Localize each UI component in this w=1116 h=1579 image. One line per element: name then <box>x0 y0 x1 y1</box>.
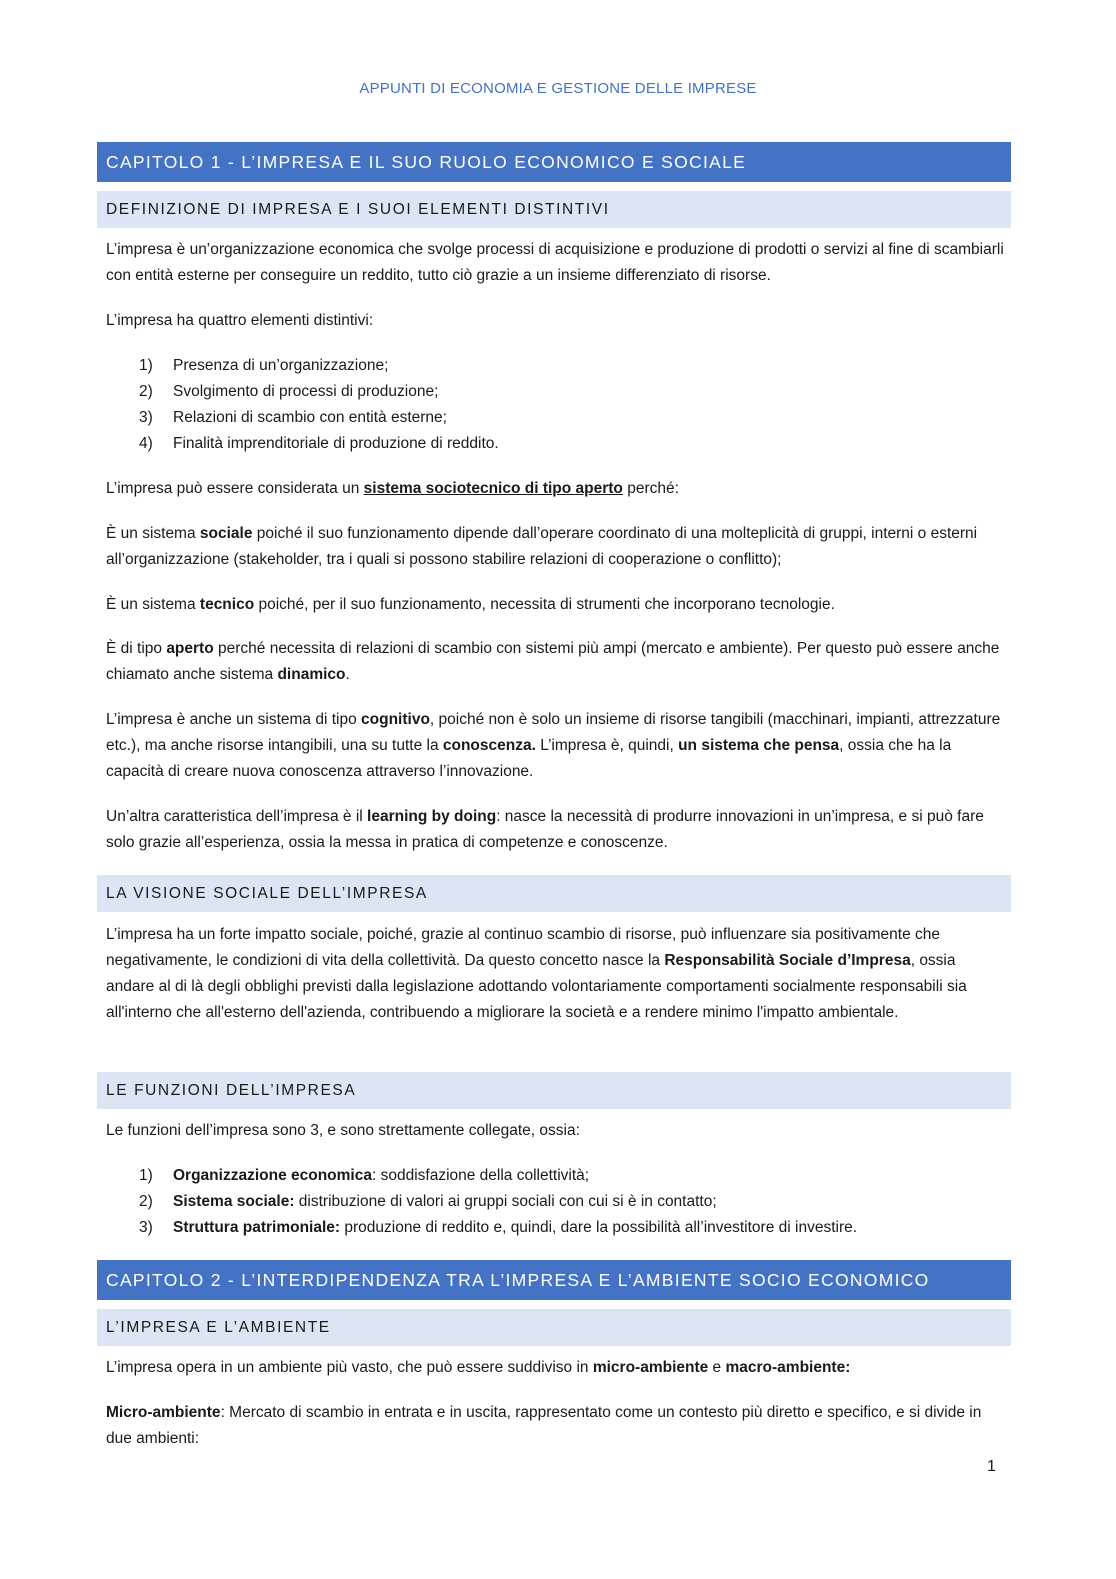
text-fragment: L’impresa è, quindi, <box>535 737 679 754</box>
text-fragment: È di tipo <box>106 640 167 657</box>
list-item-term: Organizzazione economica <box>173 1167 372 1184</box>
section-visione-heading: LA VISIONE SOCIALE DELL’IMPRESA <box>97 875 1011 912</box>
key-term: cognitivo <box>361 711 430 728</box>
text-fragment: Un’altra caratteristica dell’impresa è il <box>106 808 368 825</box>
text-fragment: . <box>345 666 350 683</box>
list-item-term: Sistema sociale: <box>173 1193 295 1210</box>
text-fragment: L’impresa ha un forte impatto sociale, poiché, grazie al continuo scambio di risorse, può influenzare sia positivamente che negativamente, le condizioni di vita della collettività. Da questo concetto nasce la <box>106 926 941 969</box>
text-fragment: , poiché non è solo un insieme di risorse tangibili (macchinari, impianti, attrezzature etc.), ma anche risorse intangibili, una su tutte la <box>106 711 1001 754</box>
list-item-number: 2) <box>139 1193 153 1210</box>
section-funzioni-heading: LE FUNZIONI DELL’IMPRESA <box>97 1072 1011 1109</box>
elementi-distintivi-list <box>106 353 1008 457</box>
learning-by-doing-paragraph <box>106 804 1008 856</box>
key-term: sistema sociotecnico di tipo aperto <box>363 480 623 497</box>
section-definizione-heading: DEFINIZIONE DI IMPRESA E I SUOI ELEMENTI DISTINTIVI <box>97 191 1011 228</box>
text-fragment: L’impresa è anche un sistema di tipo <box>106 711 362 728</box>
list-item-text: produzione di reddito e, quindi, dare la possibilità all’investitore di investire. <box>340 1219 858 1236</box>
list-item <box>106 1189 1008 1215</box>
text-fragment: e <box>708 1359 726 1376</box>
list-item-number: 1) <box>139 357 153 374</box>
visione-sociale-paragraph <box>106 922 1008 1026</box>
text-fragment: poiché, per il suo funzionamento, necessita di strumenti che incorporano tecnologie. <box>254 596 835 613</box>
text-fragment: L’impresa può essere considerata un <box>106 480 364 497</box>
text-fragment: poiché il suo funzionamento dipende dall’operare coordinato di una molteplicità di gruppi, interni o esterni all’organizzazione (stakeholder, tra i quali si possono stabilire relazioni di cooperazione o conflitto); <box>106 525 978 568</box>
key-term: aperto <box>166 640 214 657</box>
list-item-number: 4) <box>139 435 153 452</box>
text-fragment: : Mercato di scambio in entrata e in uscita, rappresentato come un contesto più diretto e specifico, e si divide in due ambienti: <box>106 1404 982 1447</box>
key-term: micro-ambiente <box>592 1359 709 1376</box>
chapter-1-heading: CAPITOLO 1 - L’IMPRESA E IL SUO RUOLO ECONOMICO E SOCIALE <box>97 142 1011 182</box>
text-fragment: L’impresa opera in un ambiente più vasto, che può essere suddiviso in <box>106 1359 593 1376</box>
list-item-text: Finalità imprenditoriale di produzione di reddito. <box>173 435 499 452</box>
key-term: conoscenza. <box>442 737 536 754</box>
list-item <box>106 1163 1008 1189</box>
text-fragment: perché necessita di relazioni di scambio con sistemi più ampi (mercato e ambiente). Per questo può essere anche chiamato anche sistema <box>106 640 1000 683</box>
chapter-2-heading: CAPITOLO 2 - L’INTERDIPENDENZA TRA L’IMPRESA E L’AMBIENTE SOCIO ECONOMICO <box>97 1260 1011 1300</box>
list-item-text: distribuzione di valori ai gruppi sociali con cui si è in contatto; <box>294 1193 717 1210</box>
list-item-text: : soddisfazione della collettività; <box>371 1167 590 1184</box>
key-term: macro-ambiente: <box>725 1359 851 1376</box>
sistema-tecnico-paragraph <box>106 592 1008 618</box>
key-term: un sistema che pensa <box>678 737 840 754</box>
funzioni-paragraph: Le funzioni dell’impresa sono 3, e sono strettamente collegate, ossia: <box>106 1122 580 1139</box>
text-fragment: : nasce la necessità di produrre innovazioni in un’impresa, e si può fare solo grazie all’esperienza, ossia la messa in pratica di competenze e conoscenze. <box>106 808 984 851</box>
list-item <box>106 405 1008 431</box>
list-item <box>106 353 1008 379</box>
text-fragment: , ossia che ha la capacità di creare nuova conoscenza attraverso l’innovazione. <box>106 737 952 780</box>
sistema-cognitivo-paragraph <box>106 707 1008 785</box>
definizione-paragraph-2: L’impresa ha quattro elementi distintivi: <box>106 312 374 329</box>
list-item-text: Presenza di un’organizzazione; <box>173 357 389 374</box>
key-term: sociale <box>199 525 253 542</box>
section-ambiente-heading: L’IMPRESA E L’AMBIENTE <box>97 1309 1011 1346</box>
list-item-number: 3) <box>139 409 153 426</box>
list-item-number: 2) <box>139 383 153 400</box>
definizione-paragraph-1: L’impresa è un’organizzazione economica che svolge processi di acquisizione e produzione di prodotti o servizi al fine di scambiarli con entità esterne per conseguire un reddito, tutto ciò grazie a un insieme differenziato di risorse. <box>106 241 1004 284</box>
text-fragment: perché: <box>622 480 679 497</box>
list-item <box>106 431 1008 457</box>
micro-ambiente-paragraph <box>106 1400 1008 1452</box>
sistema-sociotecnico-paragraph <box>106 476 1008 502</box>
list-item <box>106 379 1008 405</box>
key-term: Responsabilità Sociale d’Impresa <box>664 952 911 969</box>
sistema-aperto-paragraph <box>106 636 1008 688</box>
list-item-number: 3) <box>139 1219 153 1236</box>
text-fragment: È un sistema <box>106 525 200 542</box>
ambiente-paragraph-1 <box>106 1355 1008 1381</box>
page-number: 1 <box>987 1458 996 1475</box>
text-fragment: È un sistema <box>106 596 200 613</box>
list-item-number: 1) <box>139 1167 153 1184</box>
key-term: dinamico <box>277 666 346 683</box>
key-term: Micro-ambiente <box>106 1404 221 1421</box>
funzioni-list <box>106 1163 1008 1241</box>
list-item-text: Relazioni di scambio con entità esterne; <box>173 409 447 426</box>
list-item <box>106 1215 1008 1241</box>
page-header: APPUNTI DI ECONOMIA E GESTIONE DELLE IMPRESE <box>359 80 757 97</box>
list-item-text: Svolgimento di processi di produzione; <box>173 383 439 400</box>
key-term: learning by doing <box>367 808 497 825</box>
list-item-term: Struttura patrimoniale: <box>173 1219 341 1236</box>
key-term: tecnico <box>199 596 255 613</box>
text-fragment: , ossia andare al di là degli obblighi previsti dalla legislazione adottando volontariamente comportamenti socialmente responsabili sia all'interno che all'esterno dell'azienda, contribuendo a migliorare la società e a rendere minimo l'impatto ambientale. <box>106 952 967 1021</box>
sistema-sociale-paragraph <box>106 521 1008 573</box>
